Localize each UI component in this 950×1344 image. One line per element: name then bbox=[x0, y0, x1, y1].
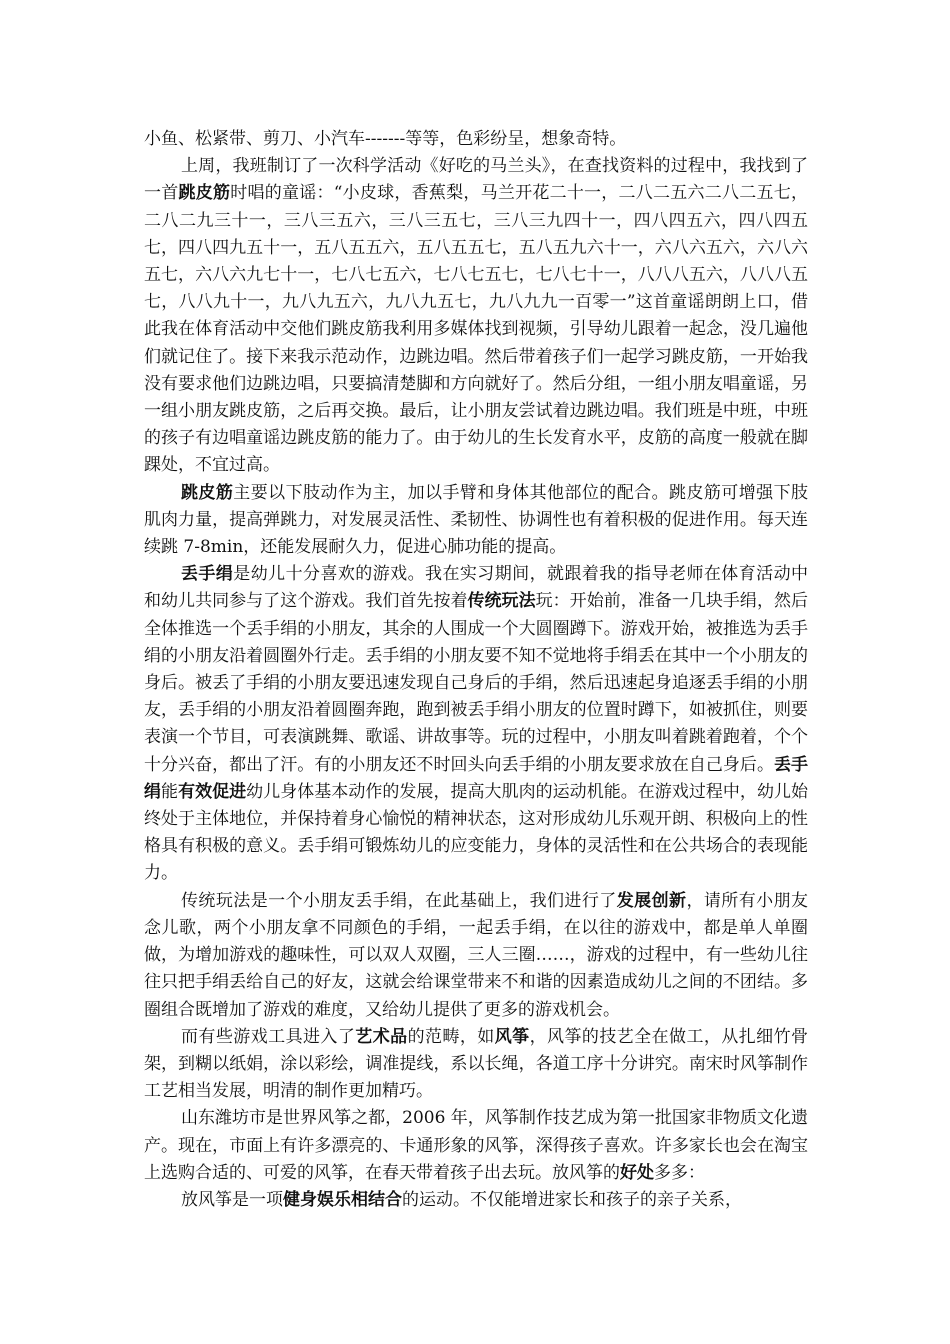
bold-term: 有效促进 bbox=[178, 781, 247, 802]
text-run: ，风筝的技艺全在做工，从扎细竹骨架，到糊以纸娟，涂以彩绘，调准提线，系以长绳，各道工序十分讲究。南宋时风筝制作工艺相当发展，明清的制作更加精巧。 bbox=[144, 1026, 809, 1102]
bold-term: 丢手绢 bbox=[181, 564, 234, 585]
document-page bbox=[144, 126, 808, 1214]
text-run: 传统玩法是一个小朋友丢手绢，在此基础上，我们进行了 bbox=[181, 890, 617, 911]
paragraph-4 bbox=[144, 561, 808, 887]
bold-term: 风筝 bbox=[494, 1026, 530, 1047]
text-run: 的范畴，如 bbox=[407, 1026, 495, 1047]
paragraph-1 bbox=[144, 126, 808, 153]
paragraph-6 bbox=[144, 1024, 808, 1106]
bold-term: 丢手绢 bbox=[144, 754, 809, 802]
bold-term: 健身娱乐相结合 bbox=[283, 1189, 402, 1210]
bold-term: 艺术品 bbox=[355, 1026, 408, 1047]
bold-term: 传统玩法 bbox=[467, 591, 536, 612]
bold-term: 跳皮筋 bbox=[178, 183, 231, 204]
paragraph-7 bbox=[144, 1105, 808, 1187]
text-run: 主要以下肢动作为主，加以手臂和身体其他部位的配合。跳皮筋可增强下肢肌肉力量，提高弹跳力，对发展灵活性、柔韧性、协调性也有着积极的促进作用。每天连续跳 7-8min，还能发展耐久力，促进心肺功能的提高。 bbox=[144, 482, 809, 558]
paragraph-3 bbox=[144, 480, 808, 562]
text-run: 是幼儿十分喜欢的游戏。我在实习期间，就跟着我的指导老师在体育活动中和幼儿共同参与了这个游戏。我们首先按着 bbox=[144, 564, 809, 612]
text-run: 幼儿身体基本动作的发展，提高大肌肉的运动机能。在游戏过程中，幼儿始终处于主体地位，并保持着身心愉悦的精神状态，这对形成幼儿乐观开朗、积极向上的性格具有积极的意义。丢手绢可锻炼幼儿的应变能力，身体的灵活性和在公共场合的表现能力。 bbox=[144, 781, 809, 884]
paragraph-5 bbox=[144, 888, 808, 1024]
text-run: 放风筝是一项 bbox=[181, 1189, 283, 1210]
paragraph-2 bbox=[144, 153, 808, 479]
text-run: 山东潍坊市是世界风筝之都，2006 年，风筝制作技艺成为第一批国家非物质文化遗产。现在，市面上有许多漂亮的、卡通形象的风筝，深得孩子喜欢。许多家长也会在淘宝上选购合适的、可爱的风筝，在春天带着孩子出去玩。放风筝的 bbox=[144, 1108, 808, 1183]
text-run: 时唱的童谣：“小皮球，香蕉梨，马兰开花二十一，二八二五六二八二五七，二八二九三十一，三八三五六，三八三五七，三八三九四十一，四八四五六，四八四五七，四八四九五十一，五八五五六，五八五五七，五八五九六十一，六八六五六，六八六五七，六八六九七十一，七八七五六，七八七五七，七八七十一，八八八五六，八八八五七，八八九十一，九八九五六，九八九五七，九八九九一百零一”这首童谣朗朗上口，借此我在体育活动中交他们跳皮筋我利用多媒体找到视频，引导幼儿跟着一起念，没几遍他们就记住了。接下来我示范动作，边跳边唱。然后带着孩子们一起学习跳皮筋，一开始我没有要求他们边跳边唱，只要搞清楚脚和方向就好了。然后分组，一组小朋友唱童谣，另一组小朋友跳皮筋，之后再交换。最后，让小朋友尝试着边跳边唱。我们班是中班，中班的孩子有边唱童谣边跳皮筋的能力了。由于幼儿的生长发育水平，皮筋的高度一般就在脚踝处，不宜过高。 bbox=[144, 183, 808, 476]
bold-term: 跳皮筋 bbox=[181, 482, 234, 503]
text-run: ，请所有小朋友念儿歌，两个小朋友拿不同颜色的手绢，一起丢手绢，在以往的游戏中，都是单人单圈做，为增加游戏的趣味性，可以双人双圈，三人三圈……，游戏的过程中，有一些幼儿往往只把手绢丢给自己的好友，这就会给课堂带来不和谐的因素造成幼儿之间的不团结。多圈组合既增加了游戏的难度，又给幼儿提供了更多的游戏机会。 bbox=[144, 890, 809, 1020]
bold-term: 发展创新 bbox=[616, 890, 687, 911]
text-run: 上周，我班制订了一次科学活动《好吃的马兰头》，在查找资料的过程中，我找到了一首 bbox=[144, 156, 808, 204]
text-run: 而有些游戏工具进入了 bbox=[181, 1026, 356, 1047]
text-run: 多多： bbox=[654, 1162, 705, 1183]
text-run: 能 bbox=[161, 781, 179, 802]
text-run: 玩：开始前，准备一几块手绢，然后全体推选一个丢手绢的小朋友，其余的人围成一个大圆圈蹲下。游戏开始，被推选为丢手绢的小朋友沿着圆圈外行走。丢手绢的小朋友要不知不觉地将手绢丢在其中一个小朋友的身后。被丢了手绢的小朋友要迅速发现自己身后的手绢，然后迅速起身追逐丢手绢的小朋友，丢手绢的小朋友沿着圆圈奔跑，跑到被丢手绢小朋友的位置时蹲下，如被抓住，则要表演一个节目，可表演跳舞、歌谣、讲故事等。玩的过程中，小朋友叫着跳着跑着，个个十分兴奋，都出了汗。有的小朋友还不时回头向丢手绢的小朋友要求放在自己身后。 bbox=[144, 591, 809, 775]
text-run: 的运动。不仅能增进家长和孩子的亲子关系， bbox=[402, 1189, 742, 1210]
text-run: 小鱼、松紧带、剪刀、小汽车-------等等，色彩纷呈，想象奇特。 bbox=[144, 129, 627, 149]
paragraph-8 bbox=[144, 1187, 808, 1214]
bold-term: 好处 bbox=[620, 1162, 654, 1183]
